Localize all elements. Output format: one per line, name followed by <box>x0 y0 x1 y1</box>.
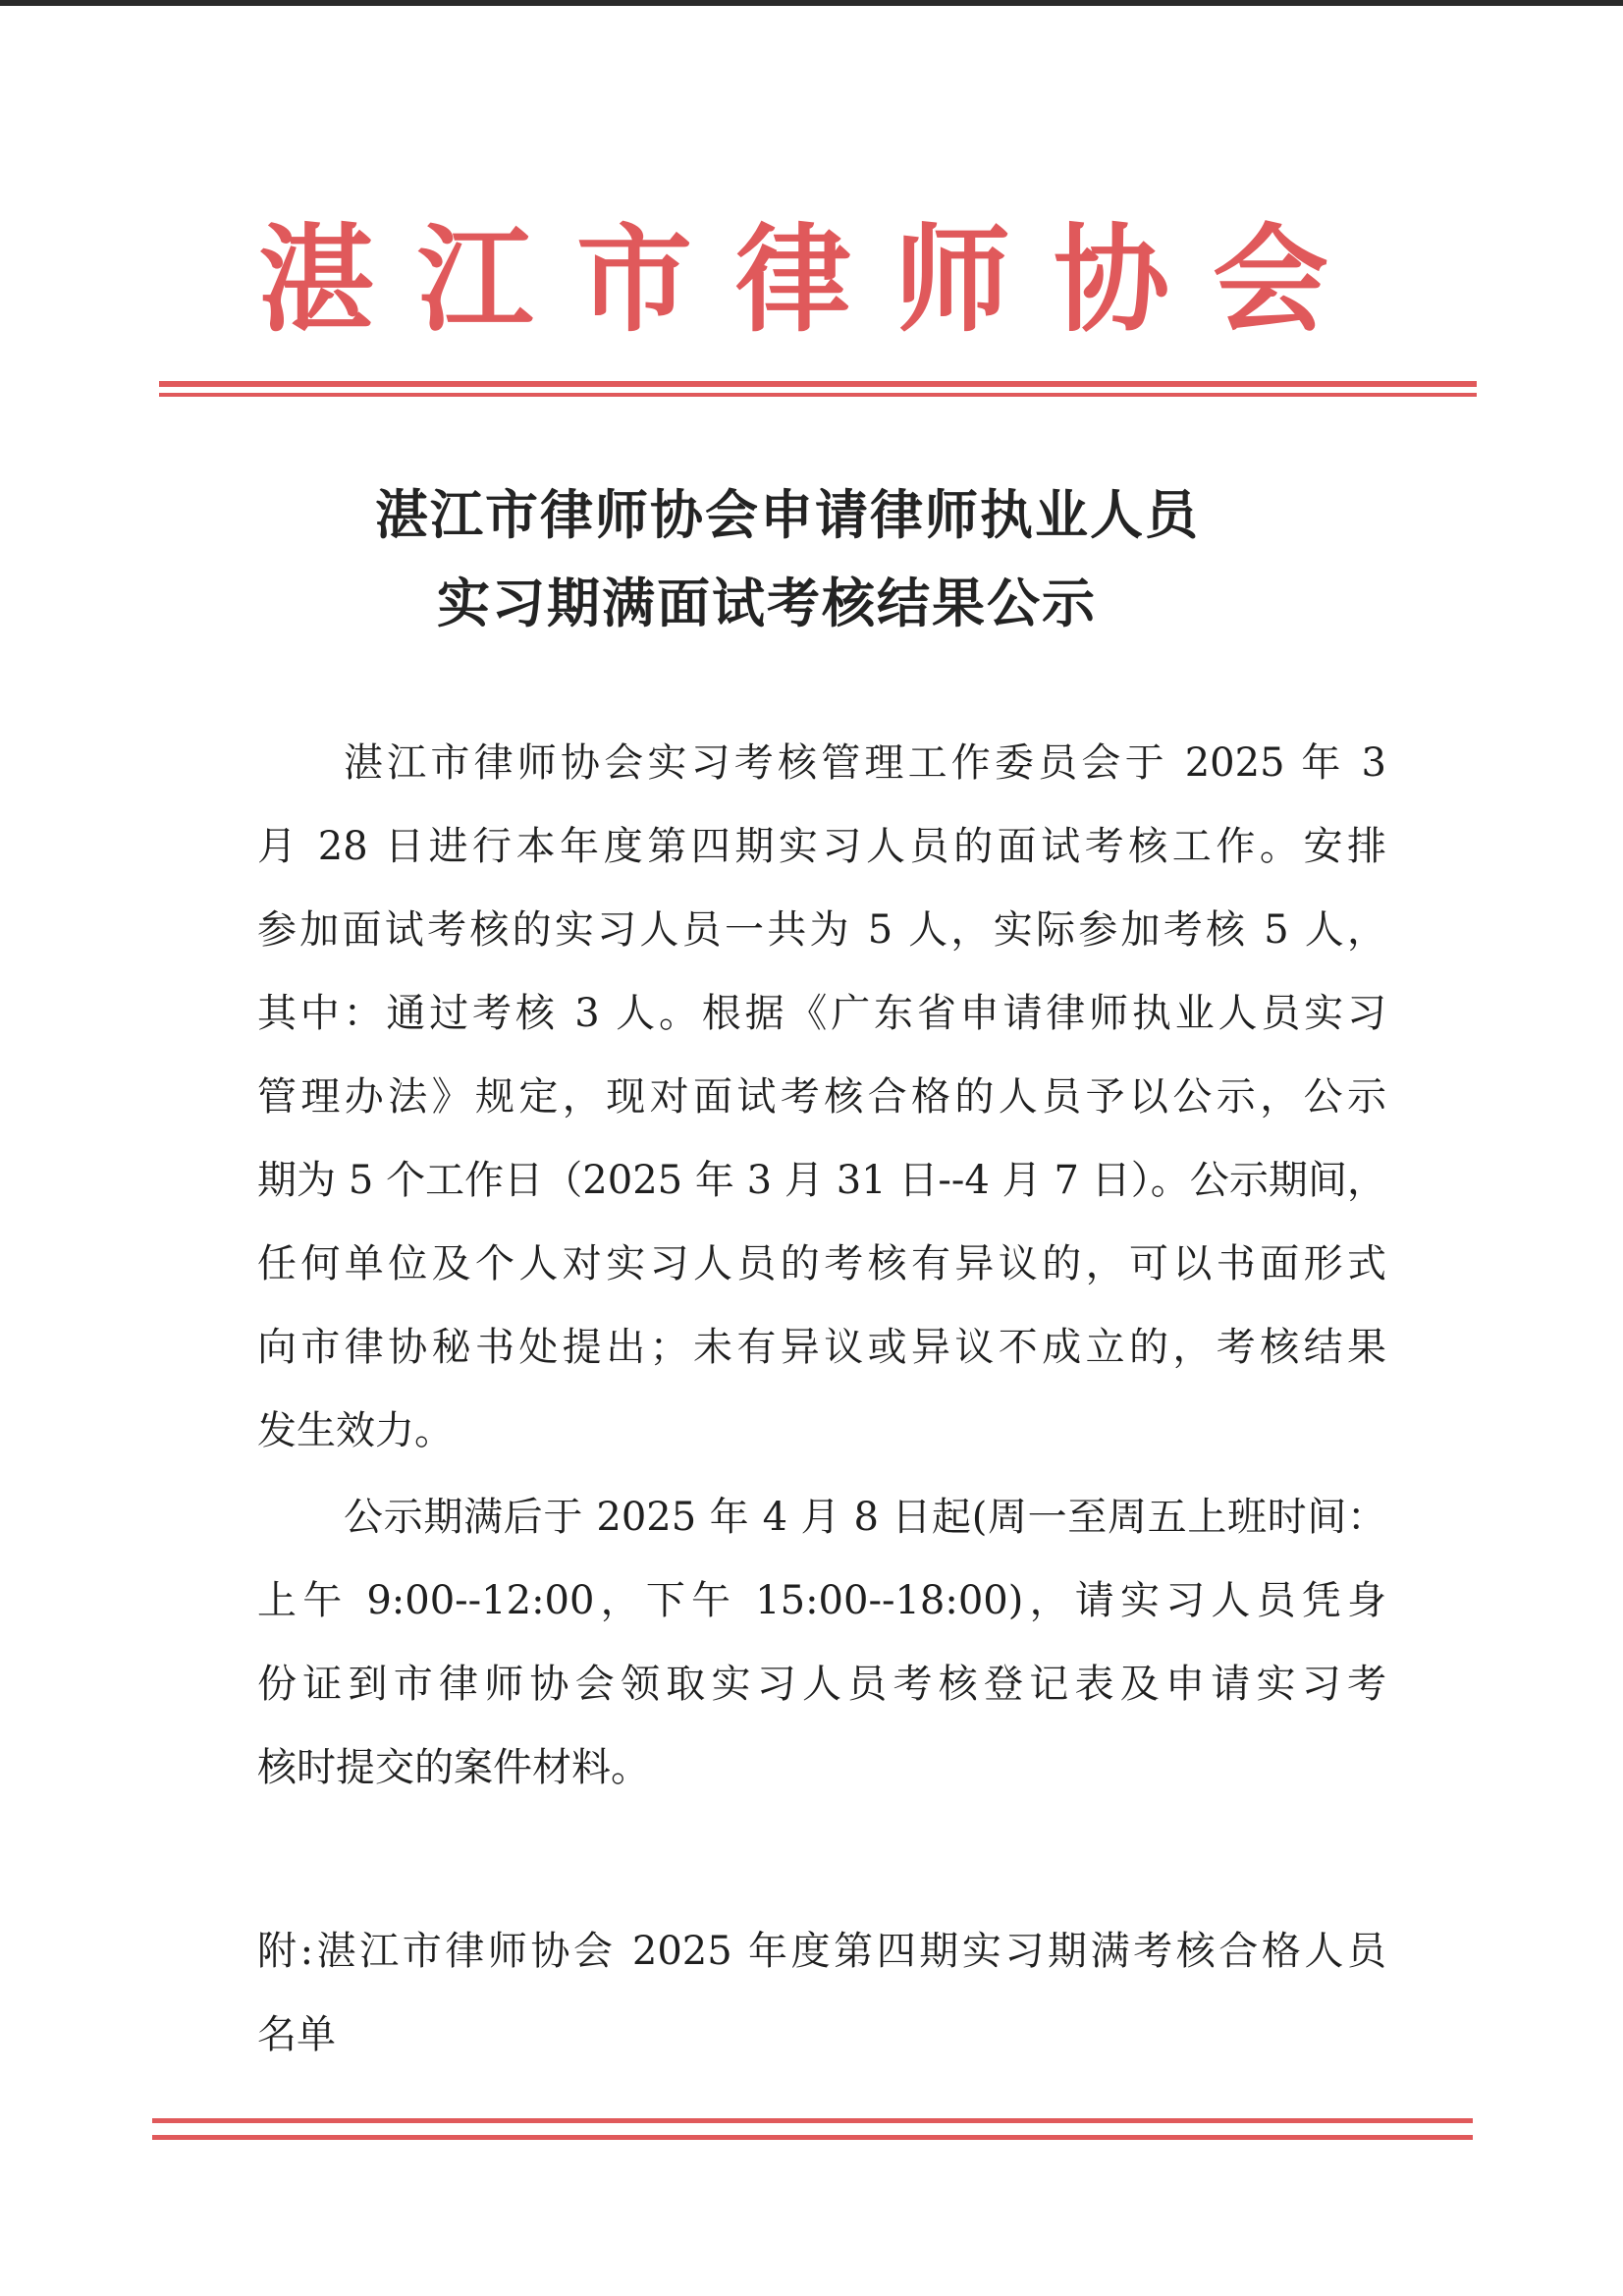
attachment-line: 名单 <box>257 2012 336 2057</box>
paragraph-1-line: 管理办法》规定，现对面试考核合格的人员予以公示，公示 <box>257 1074 1386 1120</box>
letterhead-rule-thin <box>159 393 1477 397</box>
document-title-line-2: 实习期满面试考核结果公示 <box>437 573 1097 634</box>
letterhead-title: 湛江市律师协会 <box>257 212 1372 348</box>
document-title-line-1: 湛江市律师协会申请律师执业人员 <box>375 484 1200 546</box>
paragraph-1-line: 湛江市律师协会实习考核管理工作委员会于 2025 年 3 <box>344 740 1386 786</box>
paragraph-2-line: 上午 9:00--12:00，下午 15:00--18:00)，请实习人员凭身 <box>257 1578 1386 1623</box>
paragraph-1-line: 发生效力。 <box>257 1408 454 1453</box>
footer-rule-2 <box>152 2135 1473 2140</box>
attachment-line: 附:湛江市律师协会 2025 年度第四期实习期满考核合格人员 <box>257 1929 1386 1974</box>
footer-rule-1 <box>152 2118 1473 2123</box>
paragraph-2-line: 公示期满后于 2025 年 4 月 8 日起(周一至周五上班时间： <box>344 1495 1386 1540</box>
paragraph-1-line: 参加面试考核的实习人员一共为 5 人，实际参加考核 5 人， <box>257 907 1386 953</box>
paragraph-2-line: 核时提交的案件材料。 <box>257 1745 650 1790</box>
paragraph-1-line: 月 28 日进行本年度第四期实习人员的面试考核工作。安排 <box>257 824 1386 869</box>
paragraph-1-line: 任何单位及个人对实习人员的考核有异议的，可以书面形式 <box>257 1241 1386 1286</box>
paragraph-1-line: 期为 5 个工作日（2025 年 3 月 31 日--4 月 7 日）。公示期间， <box>257 1158 1386 1203</box>
paragraph-1-line: 向市律协秘书处提出；未有异议或异议不成立的，考核结果 <box>257 1325 1386 1370</box>
paragraph-1-line: 其中：通过考核 3 人。根据《广东省申请律师执业人员实习 <box>257 991 1386 1036</box>
paragraph-2-line: 份证到市律师协会领取实习人员考核登记表及申请实习考 <box>257 1662 1386 1707</box>
scan-edge <box>0 0 1623 6</box>
letterhead-rule-thick <box>159 381 1477 387</box>
